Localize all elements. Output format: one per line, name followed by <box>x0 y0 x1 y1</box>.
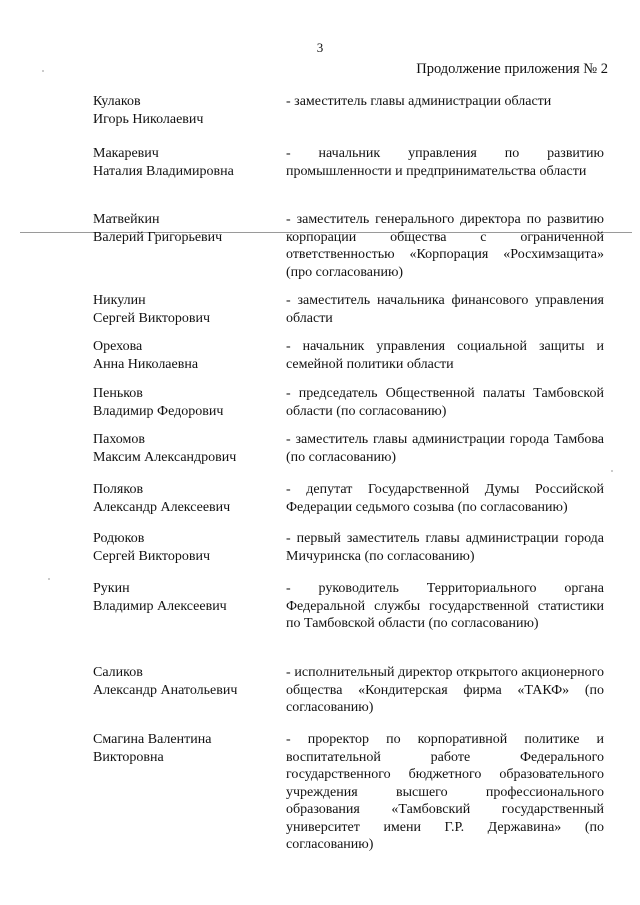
person-position: - заместитель главы администрации области <box>286 94 552 109</box>
person-given-names: Наталия Владимировна <box>93 163 234 179</box>
person-given-names: Александр Алексеевич <box>93 499 231 515</box>
scan-speck <box>611 470 613 472</box>
person-given-names: Сергей Викторович <box>93 548 211 564</box>
person-position: - заместитель начальника финансового управления области <box>286 293 604 326</box>
person-position: - исполнительный директор открытого акционерного общества «Кондитерская фирма «ТАКФ» (по согласованию) <box>286 665 604 715</box>
person-surname: Смагина Валентина <box>93 732 212 747</box>
person-name <box>93 431 278 466</box>
scan-speck <box>48 578 50 580</box>
person-given-names: Владимир Федорович <box>93 403 224 419</box>
person-name <box>93 481 278 516</box>
person-surname: Рукин <box>93 581 130 596</box>
appendix-label: Продолжение приложения № 2 <box>416 61 608 77</box>
person-position: - заместитель главы администрации города Тамбова (по согласованию) <box>286 432 604 465</box>
person-given-names: Викторовна <box>93 749 164 765</box>
person-position: - руководитель Территориального органа Федеральной службы государственной статистики по Тамбовской области (по согласованию) <box>286 581 604 631</box>
person-position: - депутат Государственной Думы Российской Федерации седьмого созыва (по согласованию) <box>286 482 604 515</box>
person-surname: Саликов <box>93 665 143 680</box>
person-name <box>93 580 278 615</box>
scan-speck <box>42 70 44 72</box>
person-position: - первый заместитель главы администрации города Мичуринска (по согласованию) <box>286 531 604 564</box>
person-given-names: Максим Александрович <box>93 449 237 465</box>
person-name <box>93 664 278 699</box>
person-given-names: Владимир Алексеевич <box>93 598 227 614</box>
person-surname: Матвейкин <box>93 212 160 227</box>
person-name <box>93 145 278 180</box>
person-name <box>93 731 278 766</box>
page-number: 3 <box>316 40 324 55</box>
person-surname: Пахомов <box>93 432 145 447</box>
person-surname: Кулаков <box>93 94 141 109</box>
person-given-names: Сергей Викторович <box>93 310 211 326</box>
person-given-names: Валерий Григорьевич <box>93 229 223 245</box>
person-surname: Макаревич <box>93 146 159 161</box>
person-surname: Пеньков <box>93 386 143 401</box>
person-position: - начальник управления по развитию промышленности и предпринимательства области <box>286 146 604 179</box>
person-name <box>93 385 278 420</box>
person-name <box>93 93 278 128</box>
person-position: - заместитель генерального директора по развитию корпорации общества с ограниченной ответственностью «Корпорация «Росхимзащита» (про согласованию) <box>286 212 604 280</box>
person-name <box>93 211 278 246</box>
person-position: - проректор по корпоративной политике и воспитательной работе Федерального государственного бюджетного образовательного учреждения высшего профессионального образования «Тамбовский государственный университет имени Г.Р. Державина» (по согласованию) <box>286 732 604 852</box>
person-position: - начальник управления социальной защиты и семейной политики области <box>286 339 604 372</box>
person-name <box>93 292 278 327</box>
person-name <box>93 338 278 373</box>
person-position: - председатель Общественной палаты Тамбовской области (по согласованию) <box>286 386 604 419</box>
person-surname: Родюков <box>93 531 145 546</box>
person-given-names: Александр Анатольевич <box>93 682 238 698</box>
person-surname: Орехова <box>93 339 143 354</box>
person-given-names: Анна Николаевна <box>93 356 199 372</box>
person-surname: Поляков <box>93 482 144 497</box>
person-given-names: Игорь Николаевич <box>93 111 204 127</box>
person-name <box>93 530 278 565</box>
person-surname: Никулин <box>93 293 146 308</box>
